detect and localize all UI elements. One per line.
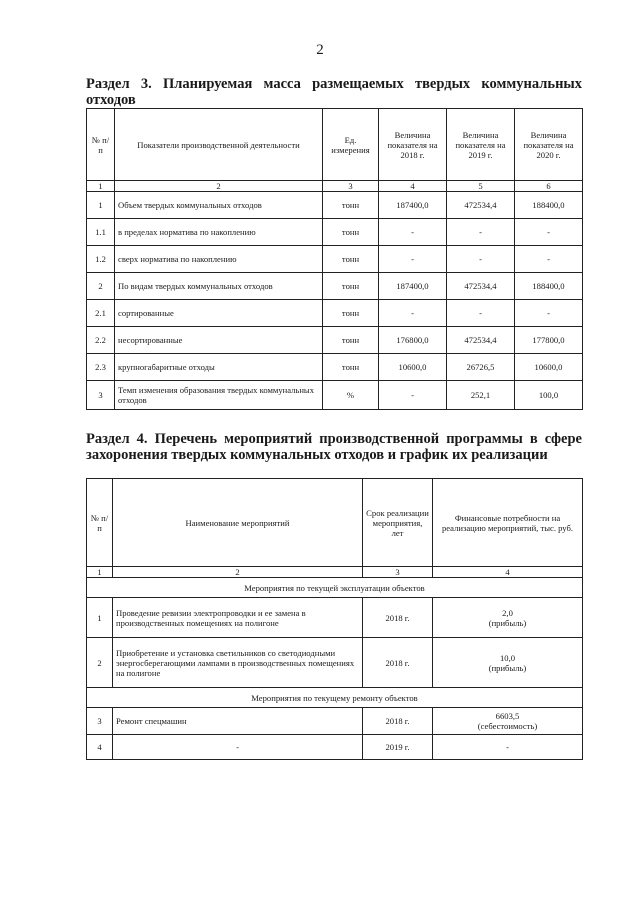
value-2018: 10600,0 [379, 354, 447, 381]
value-2019: - [447, 219, 515, 246]
table-row [87, 598, 583, 638]
column-number: 3 [323, 181, 379, 192]
section3-title: Раздел 3. Планируемая масса размещаемых твердых коммунальных отходов [86, 76, 582, 108]
header-cell: Ед. измерения [323, 109, 379, 181]
header-cell: Наименование мероприятий [113, 479, 363, 567]
header-cell: Величина показателя на 2018 г. [379, 109, 447, 181]
row-number: 1 [87, 598, 113, 638]
value-2019: 472534,4 [447, 192, 515, 219]
value-2020: - [515, 219, 583, 246]
measure-year: 2018 г. [363, 598, 433, 638]
cost-source: (себестоимость) [477, 721, 538, 731]
measure-cost [433, 598, 583, 638]
unit: % [323, 381, 379, 410]
indicator-name: сортированные [115, 300, 323, 327]
value-2020: - [515, 300, 583, 327]
section4-title: Раздел 4. Перечень мероприятий производственной программы в сфере захоронения твердых коммунальных отходов и график их реализации [86, 431, 582, 463]
row-number: 3 [87, 708, 113, 735]
table-row [87, 354, 583, 381]
column-number: 4 [433, 567, 583, 578]
section3-table [86, 108, 583, 410]
cost-value: 6603,5 [495, 711, 520, 721]
table-row [87, 273, 583, 300]
value-2018: 176800,0 [379, 327, 447, 354]
value-2020: 100,0 [515, 381, 583, 410]
column-number: 3 [363, 567, 433, 578]
row-number: 2.1 [87, 300, 115, 327]
header-cell: Величина показателя на 2019 г. [447, 109, 515, 181]
unit: тонн [323, 300, 379, 327]
table-row [87, 381, 583, 410]
value-2018: 187400,0 [379, 192, 447, 219]
header-cell: Финансовые потребности на реализацию мероприятий, тыс. руб. [433, 479, 583, 567]
unit: тонн [323, 246, 379, 273]
row-number: 2.2 [87, 327, 115, 354]
cost-source: (прибыль) [488, 662, 527, 673]
group-label: Мероприятия по текущему ремонту объектов [87, 688, 583, 708]
header-cell: № п/п [87, 109, 115, 181]
value-2020: 177800,0 [515, 327, 583, 354]
table-row [87, 246, 583, 273]
value-2019: 472534,4 [447, 327, 515, 354]
measure-year: 2018 г. [363, 638, 433, 688]
header-cell: Показатели производственной деятельности [115, 109, 323, 181]
unit: тонн [323, 219, 379, 246]
table-row [87, 219, 583, 246]
table-row [87, 735, 583, 760]
value-2019: - [447, 246, 515, 273]
value-2018: - [379, 381, 447, 410]
measure-name: Ремонт спецмашин [113, 708, 363, 735]
unit: тонн [323, 327, 379, 354]
value-2020: 188400,0 [515, 273, 583, 300]
value-2018: - [379, 219, 447, 246]
cost-value: 2,0 [502, 607, 513, 618]
group-row [87, 578, 583, 598]
header-cell: Величина показателя на 2020 г. [515, 109, 583, 181]
column-number: 1 [87, 181, 115, 192]
value-2018: 187400,0 [379, 273, 447, 300]
indicator-name: Объем твердых коммунальных отходов [115, 192, 323, 219]
column-number: 1 [87, 567, 113, 578]
table-row [87, 192, 583, 219]
group-label: Мероприятия по текущей эксплуатации объектов [87, 578, 583, 598]
column-number-row [87, 181, 583, 192]
row-number: 1 [87, 192, 115, 219]
indicator-name: Темп изменения образования твердых коммунальных отходов [115, 381, 323, 410]
value-2020: 188400,0 [515, 192, 583, 219]
measure-name: Проведение ревизии электропроводки и ее замена в производственных помещениях на полигоне [113, 598, 363, 638]
measure-year: 2019 г. [363, 735, 433, 760]
column-number: 2 [113, 567, 363, 578]
value-2019: - [447, 300, 515, 327]
table-header-row [87, 479, 583, 567]
measure-name: Приобретение и установка светильников со светодиодными энергосберегающими лампами в производственных помещениях на полигоне [113, 638, 363, 688]
table-row [87, 708, 583, 735]
unit: тонн [323, 354, 379, 381]
unit: тонн [323, 273, 379, 300]
measure-year: 2018 г. [363, 708, 433, 735]
header-cell: Срок реализации мероприятия, лет [363, 479, 433, 567]
table-row [87, 638, 583, 688]
table-row [87, 300, 583, 327]
column-number: 5 [447, 181, 515, 192]
unit: тонн [323, 192, 379, 219]
indicator-name: По видам твердых коммунальных отходов [115, 273, 323, 300]
measure-cost [433, 638, 583, 688]
column-number: 6 [515, 181, 583, 192]
indicator-name: крупногабаритные отходы [115, 354, 323, 381]
value-2019: 26726,5 [447, 354, 515, 381]
page-number: 2 [316, 42, 324, 58]
table-header-row [87, 109, 583, 181]
value-2019: 252,1 [447, 381, 515, 410]
row-number: 3 [87, 381, 115, 410]
column-number: 4 [379, 181, 447, 192]
row-number: 4 [87, 735, 113, 760]
value-2020: 10600,0 [515, 354, 583, 381]
column-number-row [87, 567, 583, 578]
column-number: 2 [115, 181, 323, 192]
indicator-name: сверх норматива по накоплению [115, 246, 323, 273]
measure-cost [433, 708, 583, 735]
row-number: 2 [87, 638, 113, 688]
value-2018: - [379, 246, 447, 273]
measure-name: - [113, 735, 363, 760]
group-row [87, 688, 583, 708]
header-cell: № п/п [87, 479, 113, 567]
row-number: 2 [87, 273, 115, 300]
section4-table [86, 478, 583, 760]
row-number: 2.3 [87, 354, 115, 381]
value-2020: - [515, 246, 583, 273]
row-number: 1.2 [87, 246, 115, 273]
value-2019: 472534,4 [447, 273, 515, 300]
indicator-name: несортированные [115, 327, 323, 354]
table-row [87, 327, 583, 354]
value-2018: - [379, 300, 447, 327]
indicator-name: в пределах норматива по накоплению [115, 219, 323, 246]
cost-source: (прибыль) [488, 617, 527, 628]
cost-value: 10,0 [499, 652, 516, 663]
measure-cost: - [433, 735, 583, 760]
row-number: 1.1 [87, 219, 115, 246]
